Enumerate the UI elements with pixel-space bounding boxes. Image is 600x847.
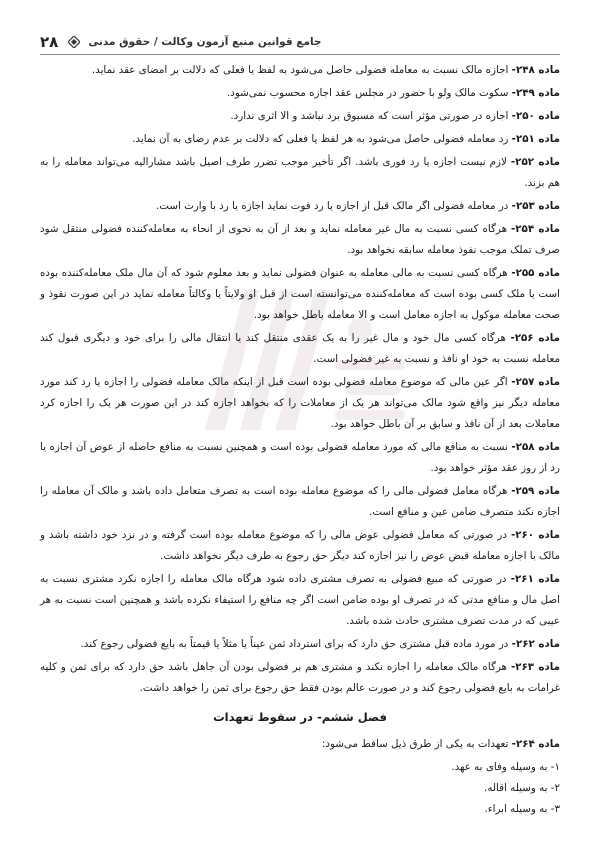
article-254: [40, 219, 560, 261]
article-263: [40, 657, 560, 699]
article-label: ماده ۲۵۶-: [510, 332, 560, 344]
article-label: ماده ۲۵۱-: [511, 133, 560, 145]
article-text: رد معامله فضولی حاصل می‌شود به هر لفظ یا فعلی که دلالت بر عدم رضای به آن نماید.: [132, 133, 512, 145]
article-label: ماده ۲۶۰-: [510, 529, 560, 541]
article-label: ماده ۲۶۲-: [511, 638, 560, 650]
article-label: ماده ۲۶۴-: [511, 738, 560, 750]
article-261: [40, 569, 560, 632]
list-item: ۲- به وسیله اقاله.: [484, 782, 560, 794]
article-label: ماده ۲۵۷-: [511, 376, 560, 388]
article-text: در صورتی که معامل فضولی عوض مالی را که موضوع معامله بوده است گرفته و در نزد خود داشته باشد و مالک با اجازه معامله قبض عوض را نیز اجازه کند دیگر حق رجوع به طرف دیگر نخواهد داشت.: [40, 529, 560, 562]
article-264: [40, 734, 560, 755]
article-text: در مورد ماده قبل مشتری حق دارد که برای استرداد ثمن عیناً یا مثلاً یا قیمتاً به بایع فضولی رجوع کند.: [80, 638, 512, 650]
article-259: [40, 481, 560, 523]
article-text: سکوت مالک ولو با حضور در مجلس عقد اجازه محسوب نمی‌شود.: [226, 87, 512, 99]
article-text: اگر عین مالی که موضوع معامله فضولی بوده است قبل از اینکه مالک معامله فضولی را اجازه یا رد کند مورد معامله دیگر نیز واقع شود مالک می‌تواند هر یک از معاملات را که بخواهد اجازه کند در این صورت هر یک را اجازه کرد معاملات بعد از آن نافذ و سابق بر آن باطل خواهد بود.: [40, 376, 560, 430]
page-number: ۲۸: [40, 33, 59, 51]
header-divider: [40, 54, 560, 55]
article-label: ماده ۲۶۳-: [510, 661, 560, 673]
article-text: هرگاه کسی نسبت به مالی معامله به عنوان فضولی نماید و بعد معلوم شود که آن مال ملک معامله‌کننده بوده است یا ملک کسی بوده است که معامله‌کننده می‌توانسته است از قبل او ولایتاً یا وکالتاً معامله نماید در این صورت نفوذ و صحت معامله موکول به اجازه معامل است و الا معامله باطل خواهد بود.: [40, 267, 560, 321]
article-text: هرگاه معامل فضولی مالی را که موضوع معامله بوده است به تصرف متعامل داده باشد و مالک آن معامله را اجازه نکند متصرف ضامن عین و منافع است.: [40, 485, 560, 518]
diamond-ornament-icon: [68, 36, 80, 48]
book-title: جامع قوانین منبع آزمون وکالت / حقوق مدنی: [88, 36, 322, 48]
article-text: لازم نیست اجازه یا رد فوری باشد. اگر تأخیر موجب تضرر طرف اصیل باشد مشارالیه می‌تواند معامله را به هم بزند.: [40, 156, 560, 189]
article-251: [40, 129, 560, 150]
article-label: ماده ۲۵۹-: [511, 485, 560, 497]
article-label: ماده ۲۴۹-: [511, 87, 560, 99]
article-text: هرگاه مالک معامله را اجازه نکند و مشتری هم بر فضولی بودن آن جاهل باشد حق دارد که برای ثمن و کلیه غرامات به بایع فضولی رجوع کند و در صورت عالم بودن فقط حق رجوع برای ثمن را خواهد داشت.: [40, 661, 560, 694]
article-text: تعهدات به یکی از طرق ذیل ساقط می‌شود:: [321, 738, 512, 750]
article-text: در صورتی که مبیع فضولی به تصرف مشتری داده شود هرگاه مالک معامله را اجازه نکرد مشتری نسبت به اصل مال و منافع مدتی که در تصرف او بوده ضامن است اگر چه منافع را استیفاء نکرده باشد و همچنین است نسبت به هر عیبی که در مدت تصرف مشتری حادث شده باشد.: [40, 573, 560, 627]
page-header: [40, 30, 560, 54]
article-250: [40, 106, 560, 127]
article-text: هرگاه کسی نسبت به مال غیر معامله نماید و بعد از آن به نحوی از انحاء به معامله‌کننده فضولی منتقل شود صرف تملک موجب نفوذ معامله سابقه نخواهد بود.: [40, 223, 560, 256]
list-item: ۱- به وسیله وفای به عهد.: [451, 761, 560, 773]
article-248: [40, 60, 560, 81]
article-252: [40, 152, 560, 194]
article-label: ماده ۲۵۳-: [511, 200, 560, 212]
article-label: ماده ۲۶۱-: [510, 573, 560, 585]
article-text: نسبت به منافع مالی که مورد معامله فضولی بوده است و همچنین نسبت به منافع حاصله از عوض آن اجازه یا رد از روز عقد مؤثر خواهد بود.: [40, 441, 560, 474]
article-label: ماده ۲۵۰-: [511, 110, 560, 122]
article-label: ماده ۲۴۸-: [511, 64, 560, 76]
article-260: [40, 525, 560, 567]
article-256: [40, 328, 560, 370]
article-258: [40, 437, 560, 479]
article-257: [40, 372, 560, 435]
article-text: هرگاه کسی مال خود و مال غیر را به یک عقدی منتقل کند یا انتقال مالی را برای خود و دیگری قبول کند معامله نسبت به خود او نافذ و نسبت به غیر فضولی است.: [40, 332, 560, 365]
article-text: اجازه در صورتی مؤثر است که مسبوق برد نباشد و الا اثری ندارد.: [230, 110, 512, 122]
article-255: [40, 263, 560, 326]
article-249: [40, 83, 560, 104]
article-label: ماده ۲۵۵-: [511, 267, 560, 279]
article-label: ماده ۲۵۲-: [510, 156, 560, 168]
article-label: ماده ۲۵۴-: [510, 223, 560, 235]
article-262: [40, 634, 560, 655]
article-text: اجازه مالک نسبت به معامله فضولی حاصل می‌شود به لفظ یا فعلی که دلالت بر امضای عقد نماید.: [91, 64, 512, 76]
list-item: ۳- به وسیله ابراء.: [484, 803, 560, 815]
article-253: [40, 196, 560, 217]
article-label: ماده ۲۵۸-: [511, 441, 560, 453]
page-content: [40, 60, 560, 820]
article-text: در معامله فضولی اگر مالک قبل از اجازه یا رد فوت نماید اجازه یا رد با وارث است.: [155, 200, 512, 212]
section-title: فصل ششم- در سقوط تعهدات: [213, 710, 387, 724]
